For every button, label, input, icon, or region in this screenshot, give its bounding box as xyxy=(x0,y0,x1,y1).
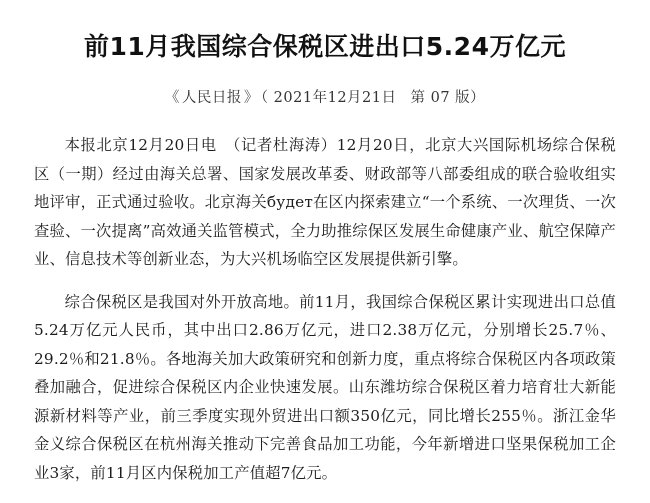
article-body xyxy=(34,131,616,487)
source-close-bracket: 》 xyxy=(243,90,259,106)
article-source-line xyxy=(34,86,616,107)
page-title: 前11月我国综合保税区进出口5.24万亿元 xyxy=(84,32,566,61)
article-paragraph: 综合保税区是我国对外开放高地。前11月，我国综合保税区累计实现进出口总值5.24万亿元人民币，其中出口2.86万亿元，进口2.38万亿元，分别增长25.7％、29.2％和21.8％。各地海关加大政策研究和创新力度，重点将综合保税区内各项政策叠加融合，促进综合保税区内企业快速发展。山东潍坊综合保税区着力培育壮大新能源新材料等产业，前三季度实现外贸进出口额350亿元，同比增长255％。浙江金华金义综合保税区在杭州海关推动下完善食品加工功能，今年新增进口坚果保税加工企业3家，前11月区内保税加工产值超7亿元。 xyxy=(34,292,616,482)
source-page-number: 第 07 版） xyxy=(410,90,486,106)
source-open-bracket: 《 xyxy=(164,90,180,106)
article-paragraph: 本报北京12月20日电 （记者杜海涛）12月20日，北京大兴国际机场综合保税区（一期）经过由海关总署、国家发展改革委、财政部等八部委组成的联合验收组实地评审，正式通过验收。北京海关будет在区内探索建立“一个系统、一次理货、一次查验、一次提离”高效通关监管模式，全力助推综保区发展生命健康产业、航空保障产业、信息技术等创新业态，为大兴机场临空区发展提供新引擎。 xyxy=(34,136,616,268)
source-paper-name: 人民日报 xyxy=(181,90,242,106)
source-date: （ 2021年12月21日 xyxy=(260,90,397,106)
